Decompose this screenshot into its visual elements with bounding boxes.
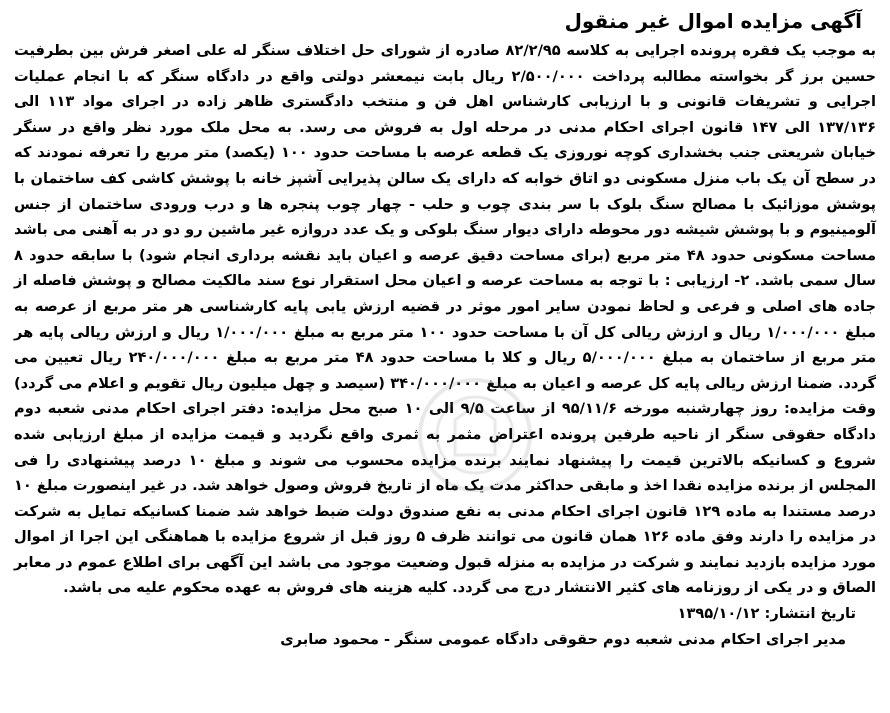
- announcement-title: آگهی مزایده اموال غیر منقول: [564, 9, 862, 33]
- announcement-body: به موجب یک فقره پرونده اجرایی به کلاسه ۸۲/۲/۹۵ صادره از شورای حل اختلاف سنگر له علی اصغر فرش بین بطرفیت حسین برز گر بخواسته مطالبه پرداخت ۲/۵۰۰/۰۰۰ ریال بابت نیمعشر دولتی واقع در دادگاه سنگر که با انجام عملیات اجرایی و تشریفات قانونی و با ارزیابی کارشناس اهل فن و منتخب دادگستری ظاهر زاده در اجرای مواد ۱۱۳ الی ۱۳۷/۱۳۶ الی ۱۴۷ قانون اجرای احکام مدنی در مرحله اول به فروش می رسد. به محل ملک مورد نظر واقع در سنگر خیابان شریعتی جنب بخشداری کوچه نوروزی یک قطعه عرصه با مساحت حدود ۱۰۰ (یکصد) متر مربع را تعرفه نمودند که در سطح آن یک باب منزل مسکونی دو اتاق خوابه که دارای یک سالن پذیرایی آشپز خانه با پوشش کاشی کف ساختمان با پوشش موزائیک با مصالح سنگ بلوک با سر بندی چوب و حلب - چهار چوب پنجره ها و درب ورودی ساختمان از جنس آلومینیوم و با پوشش شیشه دور محوطه دارای دیوار سنگ بلوکی و یک عدد دروازه غیر ماشین رو دو در به آهنی می باشد مساحت مسکونی حدود ۴۸ متر مربع (برای مساحت دقیق عرصه و اعیان باید نقشه برداری انجام شود) با سابقه حدود ۸ سال سمی باشد. ۲- ارزیابی : با توجه به مساحت عرصه و اعیان محل استقرار نوع سند مالکیت مصالح و پوشش فاصله از جاده های اصلی و فرعی و لحاظ نمودن سایر امور موثر در قضیه ارزش یابی پایه کارشناسی هر متر مربع از عرصه به مبلغ ۱/۰۰۰/۰۰۰ ریال و ارزش ریالی کل آن با مساحت حدود ۱۰۰ متر مربع به مبلغ ۱/۰۰۰/۰۰۰ ریال و ارزش ریالی پایه هر متر مربع از ساختمان به مبلغ ۵/۰۰۰/۰۰۰ ریال و کلا با مساحت حدود ۴۸ متر مربع به مبلغ ۲۴۰/۰۰۰/۰۰۰ ریال تعیین می گردد. ضمنا ارزش ریالی پایه کل عرصه و اعیان به مبلغ ۳۴۰/۰۰۰/۰۰۰ (سیصد و چهل میلیون ریال تقویم و اعلام می گردد) وقت مزایده: روز چهارشنبه مورخه ۹۵/۱۱/۶ از ساعت ۹/۵ الی ۱۰ صبح محل مزایده: دفتر اجرای احکام مدنی شعبه دوم دادگاه حقوقی سنگر از ناحیه طرفین پرونده اعتراض مثمر به ثمری واقع نگردید و قیمت مزایده از مبلغ ارزیابی شده شروع و کسانیکه بالاترین قیمت را پیشنهاد نمایند برنده مزایده محسوب می شوند و مبلغ ۱۰ درصد پیشنهادی را فی المجلس از برنده مزایده نقدا اخذ و مابقی حداکثر مدت یک ماه از تاریخ فروش وصول خواهد شد. در غیر اینصورت مبلغ ۱۰ درصد مستندا به ماده ۱۲۹ قانون اجرای احکام مدنی به نفع صندوق دولت ضبط خواهد شد ضمنا کسانیکه تمایل به شرکت در مزایده را دارند وفق ماده ۱۲۶ همان قانون می توانند ظرف ۵ روز قبل از شروع مزایده با هماهنگی این اجرا از اموال مورد مزایده بازدید نمایند و شرکت در مزایده به منزله قبول وضعیت موجود می باشد این آگهی برای اطلاع عموم در معابر الصاق و در یکی از روزنامه های کثیر الانتشار درج می گردد. کلیه هزینه های فروش به عهده محکوم علیه می باشد.: [14, 42, 877, 597]
- publish-date: تاریخ انتشار: ۱۳۹۵/۱۰/۱۲: [677, 605, 856, 623]
- signature-line: مدیر اجرای احکام مدنی شعبه دوم حقوقی دادگاه عمومی سنگر - محمود صابری: [280, 630, 846, 648]
- announcement-footer: [14, 601, 876, 652]
